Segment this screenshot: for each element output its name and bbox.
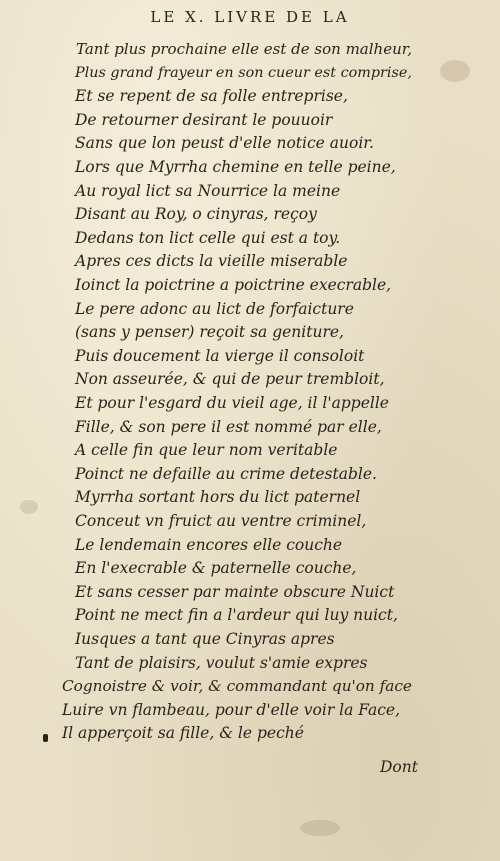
verse-line: Non asseurée, & qui de peur trembloit, [75, 370, 385, 389]
verse-line: Et se repent de sa folle entreprise, [75, 87, 348, 106]
verse-line: Le pere adonc au lict de forfaicture [75, 299, 354, 318]
verse-line: Dedans ton lict celle qui est a toy. [75, 228, 341, 247]
verse-line: (sans y penser) reçoit sa geniture, [75, 323, 344, 342]
verse-line: Point ne mect fin a l'ardeur qui luy nuict, [75, 606, 398, 625]
paper-stain [20, 500, 38, 514]
running-head: LE X. LIVRE DE LA [150, 8, 350, 26]
verse-line: En l'execrable & paternelle couche, [75, 559, 357, 578]
verse-line: Ioinct la poictrine a poictrine execrable, [75, 276, 392, 294]
verse-line: Conceut vn fruict au ventre criminel, [75, 512, 367, 530]
verse-line: De retourner desirant le pouuoir [75, 110, 333, 129]
verse-line: Et sans cesser par mainte obscure Nuict [75, 582, 395, 601]
verse-line: Le lendemain encores elle couche [75, 535, 343, 554]
verse-line: Lors que Myrrha chemine en telle peine, [75, 158, 396, 176]
verse-line: Et pour l'esgard du vieil age, il l'appelle [75, 394, 389, 412]
verse-line: Puis doucement la vierge il consoloit [75, 346, 365, 365]
verse-line: Apres ces dicts la vieille miserable [75, 252, 348, 271]
verse-line: Plus grand frayeur en son cueur est comprise, [75, 64, 412, 81]
ink-mark [43, 734, 48, 742]
verse-line: Cognoistre & voir, & commandant qu'on face [62, 677, 412, 696]
verse-line: Tant de plaisirs, voulut s'amie expres [75, 653, 368, 672]
paper-stain [300, 820, 340, 836]
verse-line: Luire vn flambeau, pour d'elle voir la Face, [62, 700, 401, 719]
paper-stain [440, 60, 470, 82]
verse-line: Au royal lict sa Nourrice la meine [75, 181, 341, 200]
verse-line: Myrrha sortant hors du lict paternel [75, 488, 361, 507]
verse-line: Poinct ne defaille au crime detestable. [75, 464, 377, 483]
verse-line: Il apperçoit sa fille, & le peché [62, 724, 304, 743]
verse-line: Disant au Roy, o cinyras, reçoy [75, 205, 317, 224]
verse-line: Fille, & son pere il est nommé par elle, [75, 417, 382, 436]
catchword: Dont [380, 758, 418, 776]
verse-line: Tant plus prochaine elle est de son malheur, [76, 40, 413, 58]
verse-line: Sans que lon peust d'elle notice auoir. [75, 134, 374, 153]
verse-line: A celle fin que leur nom veritable [75, 441, 338, 460]
verse-line: Iusques a tant que Cinyras apres [75, 630, 335, 648]
